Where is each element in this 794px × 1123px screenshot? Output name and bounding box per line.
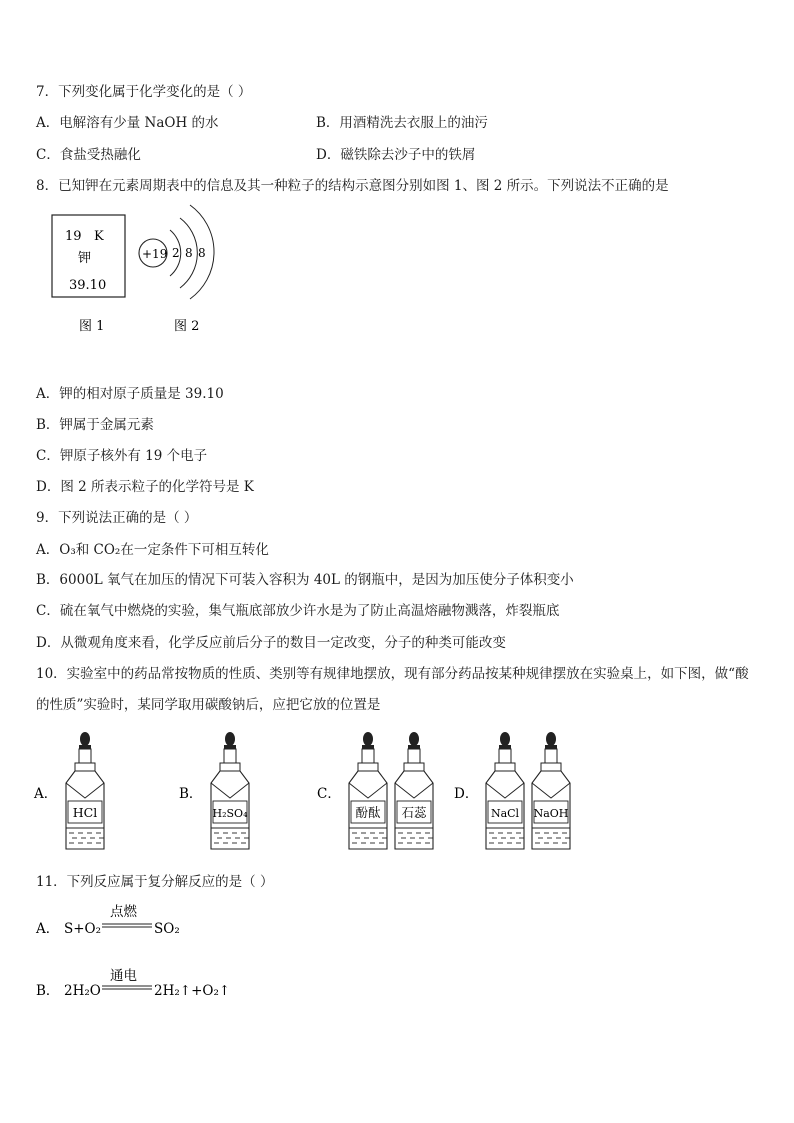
q8-option-b: B．钾属于金属元素 — [36, 417, 154, 433]
q11-equations — [34, 900, 254, 1010]
reagent-bottle — [486, 732, 524, 849]
bottle-neck — [362, 749, 374, 763]
dropper-bulb-icon — [80, 732, 90, 746]
q7-option-c: C．食盐受热融化 — [36, 147, 141, 163]
q11-equation-b — [36, 967, 230, 999]
bottle-shoulder-cap — [358, 763, 378, 771]
ion-structure-diagram — [139, 205, 214, 299]
dropper-collar-icon — [545, 745, 557, 749]
q10-option-c — [317, 732, 433, 849]
q8-option-a: A．钾的相对原子质量是 39.10 — [36, 386, 224, 402]
element-symbol: K — [94, 229, 104, 244]
bottle-shoulder-cap — [495, 763, 515, 771]
dropper-collar-icon — [499, 745, 511, 749]
q10-option-letter: C． — [317, 786, 341, 802]
dropper-bulb-icon — [225, 732, 235, 746]
bottle-shoulder-cap — [404, 763, 424, 771]
dropper-bulb-icon — [500, 732, 510, 746]
dropper-collar-icon — [79, 745, 91, 749]
q10-option-letter: D． — [454, 786, 479, 802]
bottle-label-text: HCl — [72, 805, 98, 820]
q8-option-d: D．图 2 所表示粒子的化学符号是 K — [36, 479, 254, 495]
q11-b-reactants: 2H₂O — [64, 983, 101, 999]
q7-option-d: D．磁铁除去沙子中的铁屑 — [316, 147, 476, 163]
q10-option-a — [33, 732, 104, 849]
bottle-shoulder-cap — [75, 763, 95, 771]
q10-option-d — [454, 732, 570, 849]
q9-option-d: D．从微观角度来看，化学反应前后分子的数目一定改变，分子的种类可能改变 — [36, 635, 506, 651]
q11-b-products: 2H₂↑+O₂↑ — [154, 983, 231, 999]
q9-stem: 9．下列说法正确的是（ ） — [36, 510, 198, 526]
bottle-label-text: NaOH — [533, 807, 569, 820]
q10-stem-line2: 的性质”实验时，某同学取用碳酸钠后，应把它放的位置是 — [36, 697, 381, 713]
periodic-table-cell — [52, 215, 125, 297]
q8-option-c: C．钾原子核外有 19 个电子 — [36, 448, 208, 464]
q11-option-a-label: A． — [36, 921, 60, 937]
q10-option-b — [179, 732, 249, 849]
bottle-label-text: 酚酞 — [355, 805, 381, 820]
shell-electrons-3: 8 — [198, 246, 206, 260]
q7-option-b: B．用酒精洗去衣服上的油污 — [316, 115, 488, 131]
q8-figures — [40, 200, 240, 340]
q11-b-condition: 通电 — [110, 968, 137, 984]
bottle-shoulder-cap — [220, 763, 240, 771]
bottle-neck — [499, 749, 511, 763]
dropper-bulb-icon — [363, 732, 373, 746]
shell-electrons-2: 8 — [185, 246, 193, 260]
shell-electrons-1: 2 — [172, 246, 180, 260]
q10-option-letter: A． — [34, 786, 58, 802]
nucleus-charge: +19 — [142, 247, 168, 261]
q11-a-condition: 点燃 — [110, 904, 137, 920]
reagent-bottle — [395, 732, 433, 849]
dropper-bulb-icon — [409, 732, 419, 746]
q11-option-b-label: B． — [36, 983, 60, 999]
q9-option-b: B．6000L 氧气在加压的情况下可装入容积为 40L 的钢瓶中，是因为加压使分子体积变小 — [36, 572, 574, 588]
dropper-collar-icon — [224, 745, 236, 749]
q7-option-a: A．电解溶有少量 NaOH 的水 — [36, 115, 219, 131]
bottle-neck — [79, 749, 91, 763]
element-name: 钾 — [78, 251, 92, 266]
q9-option-c: C．硫在氧气中燃烧的实验，集气瓶底部放少许水是为了防止高温熔融物溅落，炸裂瓶底 — [36, 603, 560, 619]
dropper-bulb-icon — [546, 732, 556, 746]
q11-equation-a — [35, 903, 180, 937]
q10-reagent-bottles — [30, 728, 590, 858]
reagent-bottle — [532, 732, 570, 849]
reagent-bottle — [211, 732, 249, 849]
fig2-caption: 图 2 — [174, 319, 200, 334]
bottle-label-text: 石蕊 — [401, 805, 427, 820]
atomic-mass: 39.10 — [69, 278, 107, 293]
bottle-neck — [224, 749, 236, 763]
q11-a-reactants: S+O₂ — [64, 921, 102, 937]
bottle-label-text: H₂SO₄ — [212, 807, 248, 820]
reagent-bottle — [349, 732, 387, 849]
fig1-caption: 图 1 — [79, 319, 105, 334]
q8-stem: 8．已知钾在元素周期表中的信息及其一种粒子的结构示意图分别如图 1、图 2 所示。下列说法不正确的是 — [36, 178, 669, 194]
bottle-neck — [408, 749, 420, 763]
bottle-label-text: NaCl — [490, 807, 520, 820]
dropper-collar-icon — [362, 745, 374, 749]
dropper-collar-icon — [408, 745, 420, 749]
bottle-shoulder-cap — [541, 763, 561, 771]
q10-stem-line1: 10．实验室中的药品常按物质的性质、类别等有规律地摆放，现有部分药品按某种规律摆放在实验桌上，如下图，做“酸 — [36, 666, 749, 682]
bottle-neck — [545, 749, 557, 763]
atomic-number: 19 — [65, 229, 82, 244]
q11-a-products: SO₂ — [154, 921, 180, 937]
q10-option-letter: B． — [179, 786, 203, 802]
reagent-bottle — [66, 732, 104, 849]
q9-option-a: A．O₃和 CO₂在一定条件下可相互转化 — [36, 542, 269, 558]
q11-stem: 11．下列反应属于复分解反应的是（ ） — [36, 874, 274, 890]
q7-stem: 7．下列变化属于化学变化的是（ ） — [36, 84, 252, 100]
